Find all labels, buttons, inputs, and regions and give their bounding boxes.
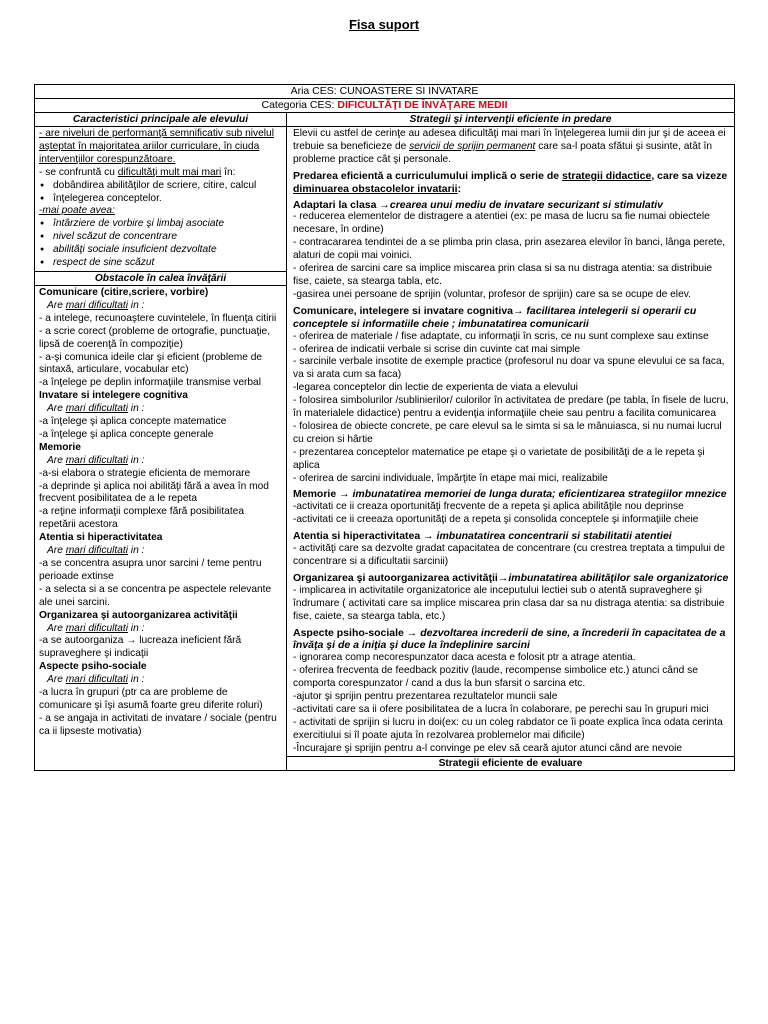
strategy-title-goal: facilitarea intelegerii si operarii cu conceptele si informatiile cheie ; imbunatatirea comunicarii bbox=[293, 304, 697, 330]
strategy-item: - implicarea in activitatile organizatorice ale inceputului lectiei sub o atentă supraveghere şi îndrumare ( activitati care sa implice miscarea prin clasa dar sa nu distraga atentia: sa distribuie fise, caiete, sa stearga tabla, etc.) bbox=[293, 584, 725, 622]
difficulty-underlined: mari dificultati bbox=[65, 622, 128, 634]
difficulty-label bbox=[39, 300, 283, 313]
obstacle-item: -a înţelege şi aplica concepte matematice bbox=[39, 416, 227, 428]
difficulty-label bbox=[39, 674, 283, 687]
support-sheet-table bbox=[34, 84, 735, 771]
strategy-item: - oferirea de materiale / fise adaptate, cu informaţii în scris, ce nu sunt complexe sau extinse bbox=[293, 330, 709, 342]
difficulty-prefix: Are bbox=[47, 622, 66, 634]
characteristics-cell bbox=[35, 127, 286, 270]
strategy-item: - folosirea de obiecte concrete, pe care elevul sa le simta si sa le mânuiasca, si nu numai lucrul cu creion si hârtie bbox=[293, 420, 722, 445]
strategy-sections bbox=[293, 199, 731, 756]
difficulty-prefix: Are bbox=[47, 674, 66, 686]
category-row bbox=[35, 98, 734, 113]
obstacle-title: Comunicare (citire,scriere, vorbire) bbox=[39, 286, 209, 298]
strategies-lead-u1: strategii didactice bbox=[562, 169, 652, 182]
right-column bbox=[287, 113, 734, 770]
obstacle-title: Atentia si hiperactivitatea bbox=[39, 532, 163, 544]
bullet-item: ● respect de sine scăzut bbox=[39, 257, 283, 270]
strategy-title-goal: crearea unui mediu de invatare securizant si stimulativ bbox=[389, 198, 663, 211]
strategies-intro bbox=[293, 128, 731, 167]
strategy-item: -activitati ce ii creeaza oportunităţi de a repeta şi consolida conceptele şi informaţiile cheie bbox=[293, 514, 699, 526]
obstacle-item: -a înţelege pe deplin informaţiile transmise verbal bbox=[39, 377, 261, 389]
difficulty-label bbox=[39, 545, 283, 558]
strategy-title bbox=[293, 488, 731, 501]
difficulty-prefix: Are bbox=[47, 545, 66, 557]
strategy-item: - reducerea elementelor de distragere a atentiei (ex: pe masa de lucru sa fie numai obiectele necesare, în ordine) bbox=[293, 211, 710, 236]
difficulty-suffix: in : bbox=[127, 454, 145, 466]
strategy-title-goal: imbunatatirea memoriei de lunga durata; eficientizarea strategiilor mnezice bbox=[352, 488, 727, 501]
strategy-title-main: Aspecte psiho-sociale → bbox=[293, 626, 421, 639]
bullet-item: ● nivel scăzut de concentrare bbox=[39, 231, 283, 244]
intro-difficulties-u: dificultăţi mult mai mari bbox=[117, 166, 222, 178]
obstacle-title: Aspecte psiho-sociale bbox=[39, 661, 147, 673]
obstacle-item: -a reţine informaţii complexe fără posibilitatea repetării acestora bbox=[39, 506, 244, 531]
obstacle-title: Memorie bbox=[39, 441, 81, 453]
strategy-title-main: Comunicare, intelegere si invatare cognitiva→ bbox=[293, 304, 524, 317]
area-row: Aria CES: CUNOASTERE SI INVATARE bbox=[290, 85, 479, 97]
difficulty-suffix: in : bbox=[127, 299, 145, 311]
strategies-intro-a: Elevii cu astfel de cerinţe au adesea dificultăţi mai mari în înţelegerea lumii din jur şi de aceea ei trebuie sa beneficieze de bbox=[293, 128, 726, 152]
intro-difficulties-b: în: bbox=[221, 166, 236, 178]
page-title: Fisa suport bbox=[348, 17, 420, 32]
difficulty-underlined: mari dificultati bbox=[65, 403, 128, 415]
maybe-label: -mai poate avea: bbox=[39, 205, 115, 217]
obstacle-title: Organizarea şi autoorganizarea activităţii bbox=[39, 609, 238, 621]
difficulty-label bbox=[39, 623, 283, 636]
strategy-title bbox=[293, 305, 731, 331]
strategy-title-main: Memorie → bbox=[293, 488, 353, 501]
strategy-item: - folosirea simbolurilor /sublinierilor/ culorilor în activitatea de predare (pe tabla, în fisele de lucru, în materialele didactice) pentru a evidenţia informaţiile cheie sau pentru a facilita comunicarea bbox=[293, 395, 729, 420]
category-label: Categoria CES: bbox=[261, 99, 338, 111]
strategies-heading: Strategii şi intervenţii eficiente in predare bbox=[287, 113, 734, 127]
obstacles-heading: Obstacole în calea învăţării bbox=[35, 271, 286, 286]
strategy-title bbox=[293, 627, 731, 653]
left-column bbox=[35, 113, 287, 770]
difficulty-prefix: Are bbox=[47, 454, 66, 466]
bullet-item: ● dobândirea abilităţilor de scriere, citire, calcul bbox=[39, 180, 283, 193]
category-value: DIFICULTĂŢI DE ÎNVĂŢARE MEDII bbox=[337, 99, 508, 111]
strategy-title-goal: dezvoltarea increderii de sine, a încrederii în capacitatea de a învăţa şi de a iniţia şi duce la îndeplinire sarcini bbox=[293, 626, 726, 652]
strategy-item: - activităţi care sa dezvolte gradat capacitatea de concentrare (cu crestrea treptata a timpului de concentrare si a dificultatii sarcinii) bbox=[293, 543, 726, 567]
difficulty-suffix: in : bbox=[127, 403, 145, 415]
difficulty-suffix: in : bbox=[127, 545, 145, 557]
intro-performance: - are niveluri de performanţă semnificativ sub nivelul aşteptat în majoritatea ariilor curriculare, în ciuda intervenţiilor corespunzătoare. bbox=[39, 128, 274, 165]
difficulty-underlined: mari dificultati bbox=[65, 674, 128, 686]
bullet-item: ● abilităţi sociale insuficient dezvoltate bbox=[39, 244, 283, 257]
obstacle-item: - a-şi comunica ideile clar şi eficient (probleme de sintaxă, articulare, vocabular etc) bbox=[39, 351, 263, 376]
strategy-title-main: Atentia si hiperactivitatea → bbox=[293, 530, 437, 543]
strategy-item: -Încurajare şi sprijin pentru a-l convinge pe elev să ceară ajutor atunci când are nevoie bbox=[293, 742, 683, 754]
strategy-item: -gasirea unei persoane de sprijin (voluntar, profesor de sprijin) care sa se ocupe de elev. bbox=[293, 288, 691, 300]
strategy-item: - oferirea de sarcini care sa implice miscarea prin clasa si sa nu distraga atentia: sa distribuie fise, caiete, sa stearga tabla, etc. bbox=[293, 263, 713, 287]
strategy-item: - contracararea tendintei de a se plimba prin clasa, prin asezarea elevilor în banci, lânga perete, alaturi de copii mai voinici. bbox=[293, 237, 726, 262]
strategy-item: -activitati care sa ii ofere posibilitatea de a lucra în colaborare, pe perechi sau în grupuri mici bbox=[293, 703, 709, 715]
obstacles-cell bbox=[35, 286, 286, 739]
obstacle-item: -a deprinde şi aplica noi abilităţi fără a avea în mod frecvent posibilitatea de a le repeta bbox=[39, 480, 269, 505]
strategies-intro-b: care sa-l poata sfătui şi susinte, atât în probleme practice cât şi personale. bbox=[293, 140, 713, 165]
difficulty-label bbox=[39, 455, 283, 468]
obstacle-item: -a se concentra asupra unor sarcini / teme pentru perioade extinse bbox=[39, 558, 262, 582]
difficulty-suffix: in : bbox=[127, 674, 145, 686]
strategy-item: - oferirea frecventa de feedback pozitiv (laude, recompense simbolice etc.) atunci când se comporta corespunzator / cand a dus la bun sfarsit o sarcina etc. bbox=[293, 665, 698, 690]
strategies-cell bbox=[287, 127, 734, 770]
strategy-title bbox=[293, 572, 731, 585]
strategy-title-goal: imbunatatirea concentrarii si stabilitatii atentiei bbox=[436, 530, 672, 543]
difficulty-underlined: mari dificultati bbox=[65, 545, 128, 557]
strategies-lead-u2: diminuarea obstacolelor invatarii bbox=[293, 182, 458, 195]
obstacle-item: - a se angaja in activitati de invatare / sociale (pentru ca ii lipseste motivatia) bbox=[39, 712, 277, 737]
difficulty-underlined: mari dificultati bbox=[65, 299, 128, 311]
obstacle-title: Invatare si intelegere cognitiva bbox=[39, 390, 188, 402]
strategy-title-main: Organizarea şi autoorganizarea activităţii→ bbox=[293, 571, 509, 584]
strategies-lead-b: , care sa vizeze bbox=[651, 169, 728, 182]
difficulty-suffix: in : bbox=[127, 622, 145, 634]
bullet-item: ● întârziere de vorbire şi limbaj asociate bbox=[39, 218, 283, 231]
strategy-item: -ajutor şi sprijin pentru prezentarea rezultatelor muncii sale bbox=[293, 691, 558, 703]
obstacle-item: - a selecta si a se concentra pe aspectele relevante ale unei sarcini. bbox=[39, 583, 272, 608]
obstacle-item: -a se autoorganiza → lucreaza ineficient fără supraveghere şi indicaţii bbox=[39, 635, 242, 660]
strategy-item: - ignorarea comp necorespunzator daca acesta e folosit ptr a atrage atentia. bbox=[293, 652, 636, 664]
strategy-item: -activitati ce ii creaza oportunităţi frecvente de a repeta şi aplica abilităţile nou deprinse bbox=[293, 501, 684, 513]
difficulty-label bbox=[39, 403, 283, 416]
difficulty-underlined: mari dificultati bbox=[65, 454, 128, 466]
two-column-body bbox=[35, 113, 734, 770]
strategy-item: - sarcinile verbale insotite de exemple practice (profesorul nu doar va spune elevului ce sa faca, va si arata cum sa faca) bbox=[293, 356, 725, 381]
obstacle-item: - a scrie corect (probleme de ortografie, punctuaţie, lipsă de coerenţă în compoziţie) bbox=[39, 325, 271, 350]
strategy-title-main: Adaptari la clasa → bbox=[293, 198, 390, 211]
strategies-lead-a: Predarea eficientă a curriculumului implică o serie de bbox=[293, 169, 563, 182]
strategy-title-goal: imbunatatirea abilităţilor sale organizatorice bbox=[508, 571, 729, 584]
strategy-item: - oferirea de indicatii verbale si scrise din cuvinte cat mai simple bbox=[293, 343, 581, 355]
difficulty-prefix: Are bbox=[47, 299, 66, 311]
obstacle-item: -a-si elabora o strategie eficienta de memorare bbox=[39, 467, 251, 479]
strategy-item: - activitati de sprijin si lucru in doi(ex: cu un coleg rabdator ce îi poate explica înca odata cerinta exercitiului si îl poate ajuta în rezolvarea problemelor mai dificile) bbox=[293, 716, 723, 741]
strategy-item: - prezentarea conceptelor matematice pe etape şi o varietate de posibilităţi de a le repeta şi aplica bbox=[293, 446, 705, 471]
obstacle-item: -a înţelege şi aplica concepte generale bbox=[39, 428, 214, 440]
characteristics-heading: Caracteristici principale ale elevului bbox=[35, 113, 286, 127]
strategy-item: -legarea conceptelor din lectie de experienta de viata a elevului bbox=[293, 382, 578, 394]
strategy-title bbox=[293, 530, 731, 543]
evaluation-heading: Strategii eficiente de evaluare bbox=[287, 756, 734, 770]
obstacle-item: -a lucra în grupuri (ptr ca are probleme de comunicare şi îşi asumă foarte greu diferite roluri) bbox=[39, 687, 263, 711]
strategy-title bbox=[293, 199, 731, 212]
strategies-lead bbox=[293, 170, 731, 196]
intro-difficulties bbox=[39, 167, 283, 180]
bullet-item: ● înţelegerea conceptelor. bbox=[39, 193, 283, 206]
obstacle-item: - a intelege, recunoaştere cuvintelele, în fluenţa citirii bbox=[39, 312, 277, 324]
intro-difficulties-a: - se confruntă cu bbox=[39, 166, 118, 178]
strategy-item: - oferirea de sarcini individuale, împărţite în etape mai mici, realizabile bbox=[293, 472, 608, 484]
strategies-lead-c: : bbox=[457, 182, 462, 195]
difficulty-prefix: Are bbox=[47, 403, 66, 415]
strategies-intro-u: servicii de sprijin permanent bbox=[409, 140, 536, 152]
